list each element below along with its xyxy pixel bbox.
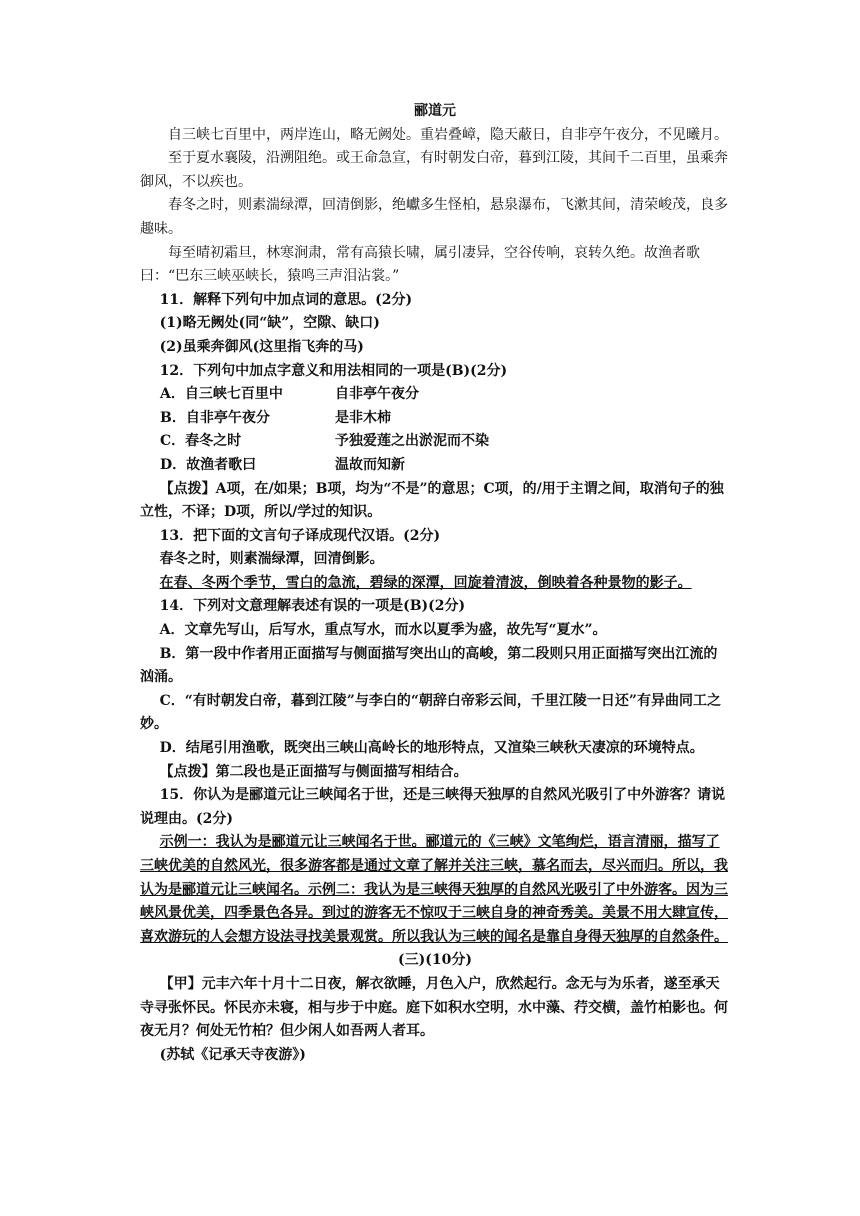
passage-paragraph-2: 至于夏水襄陵，沿溯阻绝。或王命急宣，有时朝发白帝，暮到江陵，其间千二百里，虽乘奔御风，不以疾也。 <box>140 150 728 190</box>
option-right: 自非亭午夜分 <box>335 386 419 403</box>
question-12-option-a <box>140 383 730 407</box>
option-right: 是非木柿 <box>335 409 391 426</box>
question-14-option-d: D．结尾引用渔歌，既突出三峡山高岭长的地形特点，又渲染三峡秋天凄凉的环境特点。 <box>159 740 704 757</box>
question-15-stem: 15．你认为是郦道元让三峡闻名于世，还是三峡得天独厚的自然风光吸引了中外游客？请说说理由。(2分) <box>140 787 726 827</box>
passage-paragraph-4: 每至晴初霜旦，林寒涧肃，常有高猿长啸，属引凄异，空谷传响，哀转久绝。故渔者歌曰：“巴东三峡巫峡长，猿鸣三声泪沾裳。” <box>140 244 700 285</box>
question-12-option-b <box>140 407 730 431</box>
document-page <box>140 100 730 1067</box>
question-13-source: 春冬之时，则素湍绿潭，回清倒影。 <box>159 551 384 568</box>
option-right: 温故而知新 <box>335 456 405 473</box>
section-3-heading: (三)(10分) <box>398 952 472 969</box>
passage-author: 郦道元 <box>414 103 456 119</box>
option-left: C．春冬之时 <box>160 433 242 450</box>
question-11-stem: 11．解释下列句中加点词的意思。(2分) <box>159 291 413 308</box>
question-15-answer: 示例一：我认为是郦道元让三峡闻名于世。郦道元的《三峡》文笔绚烂，语言清丽，描写了三峡优美的自然风光，很多游客都是通过文章了解并关注三峡，慕名而去，尽兴而归。所以，我认为是郦道元让三峡闻名。示例二：我认为是三峡得天独厚的自然风光吸引了中外游客。因为三峡风景优美，四季景色各异。到过的游客无不惊叹于三峡自身的神奇秀美。美景不用大肆宣传，喜欢游玩的人会想方设法寻找美景观赏。所以我认为三峡的闻名是靠自身得天独厚的自然条件。 <box>140 834 728 945</box>
passage-paragraph-1: 自三峡七百里中，两岸连山，略无阙处。重岩叠嶂，隐天蔽日，自非亭午夜分，不见曦月。 <box>168 126 728 143</box>
section-3-source: (苏轼《记承天寺夜游》) <box>159 1046 306 1063</box>
question-12-stem: 12．下列句中加点字意义和用法相同的一项是(B)(2分) <box>159 362 508 379</box>
question-14-option-a: A．文章先写山，后写水，重点写水，而水以夏季为盛，故先写“夏水”。 <box>159 622 607 639</box>
question-14-option-b: B．第一段中作者用正面描写与侧面描写突出山的高峻，第二段则只用正面描写突出江流的汹涌。 <box>140 645 718 686</box>
question-14-stem: 14．下列对文意理解表述有误的一项是(B)(2分) <box>159 598 466 615</box>
question-12-option-d <box>140 454 730 478</box>
section-3-passage-jia: 【甲】元丰六年十月十二日夜，解衣欲睡，月色入户，欣然起行。念无与为乐者，遂至承天寺寻张怀民。怀民亦未寝，相与步于中庭。庭下如积水空明，水中藻、荇交横，盖竹柏影也。何夜无月？何处无竹柏？但少闲人如吾两人者耳。 <box>140 975 728 1040</box>
question-12-note: 【点拨】A项，在/如果；B项，均为“不是”的意思；C项，的/用于主谓之间，取消句子的独立性，不译；D项，所以/学过的知识。 <box>140 480 724 521</box>
question-11-answer-2: (2)虽乘奔御风(这里指飞奔的马) <box>159 338 364 355</box>
question-14-note: 【点拨】第二段也是正面描写与侧面描写相结合。 <box>159 763 468 780</box>
passage-paragraph-3: 春冬之时，则素湍绿潭，回清倒影，绝巘多生怪柏，悬泉瀑布，飞漱其间，清荣峻茂，良多趣味。 <box>140 197 728 237</box>
question-14-option-c: C．“有时朝发白帝，暮到江陵”与李白的“朝辞白帝彩云间，千里江陵一日还”有异曲同工之妙。 <box>140 692 721 733</box>
option-left: A．自三峡七百里中 <box>160 386 283 403</box>
question-13-answer: 在春、冬两个季节，雪白的急流，碧绿的深潭，回旋着清波，倒映着各种景物的影子。 <box>159 574 692 591</box>
question-12-option-c <box>140 430 730 454</box>
question-13-stem: 13．把下面的文言句子译成现代汉语。(2分) <box>159 527 441 544</box>
option-right: 予独爱莲之出淤泥而不染 <box>335 433 489 450</box>
option-left: B．自非亭午夜分 <box>160 409 270 426</box>
question-11-answer-1: (1)略无阙处(同“缺”，空隙、缺口) <box>159 315 380 332</box>
option-left: D．故渔者歌曰 <box>160 456 257 473</box>
